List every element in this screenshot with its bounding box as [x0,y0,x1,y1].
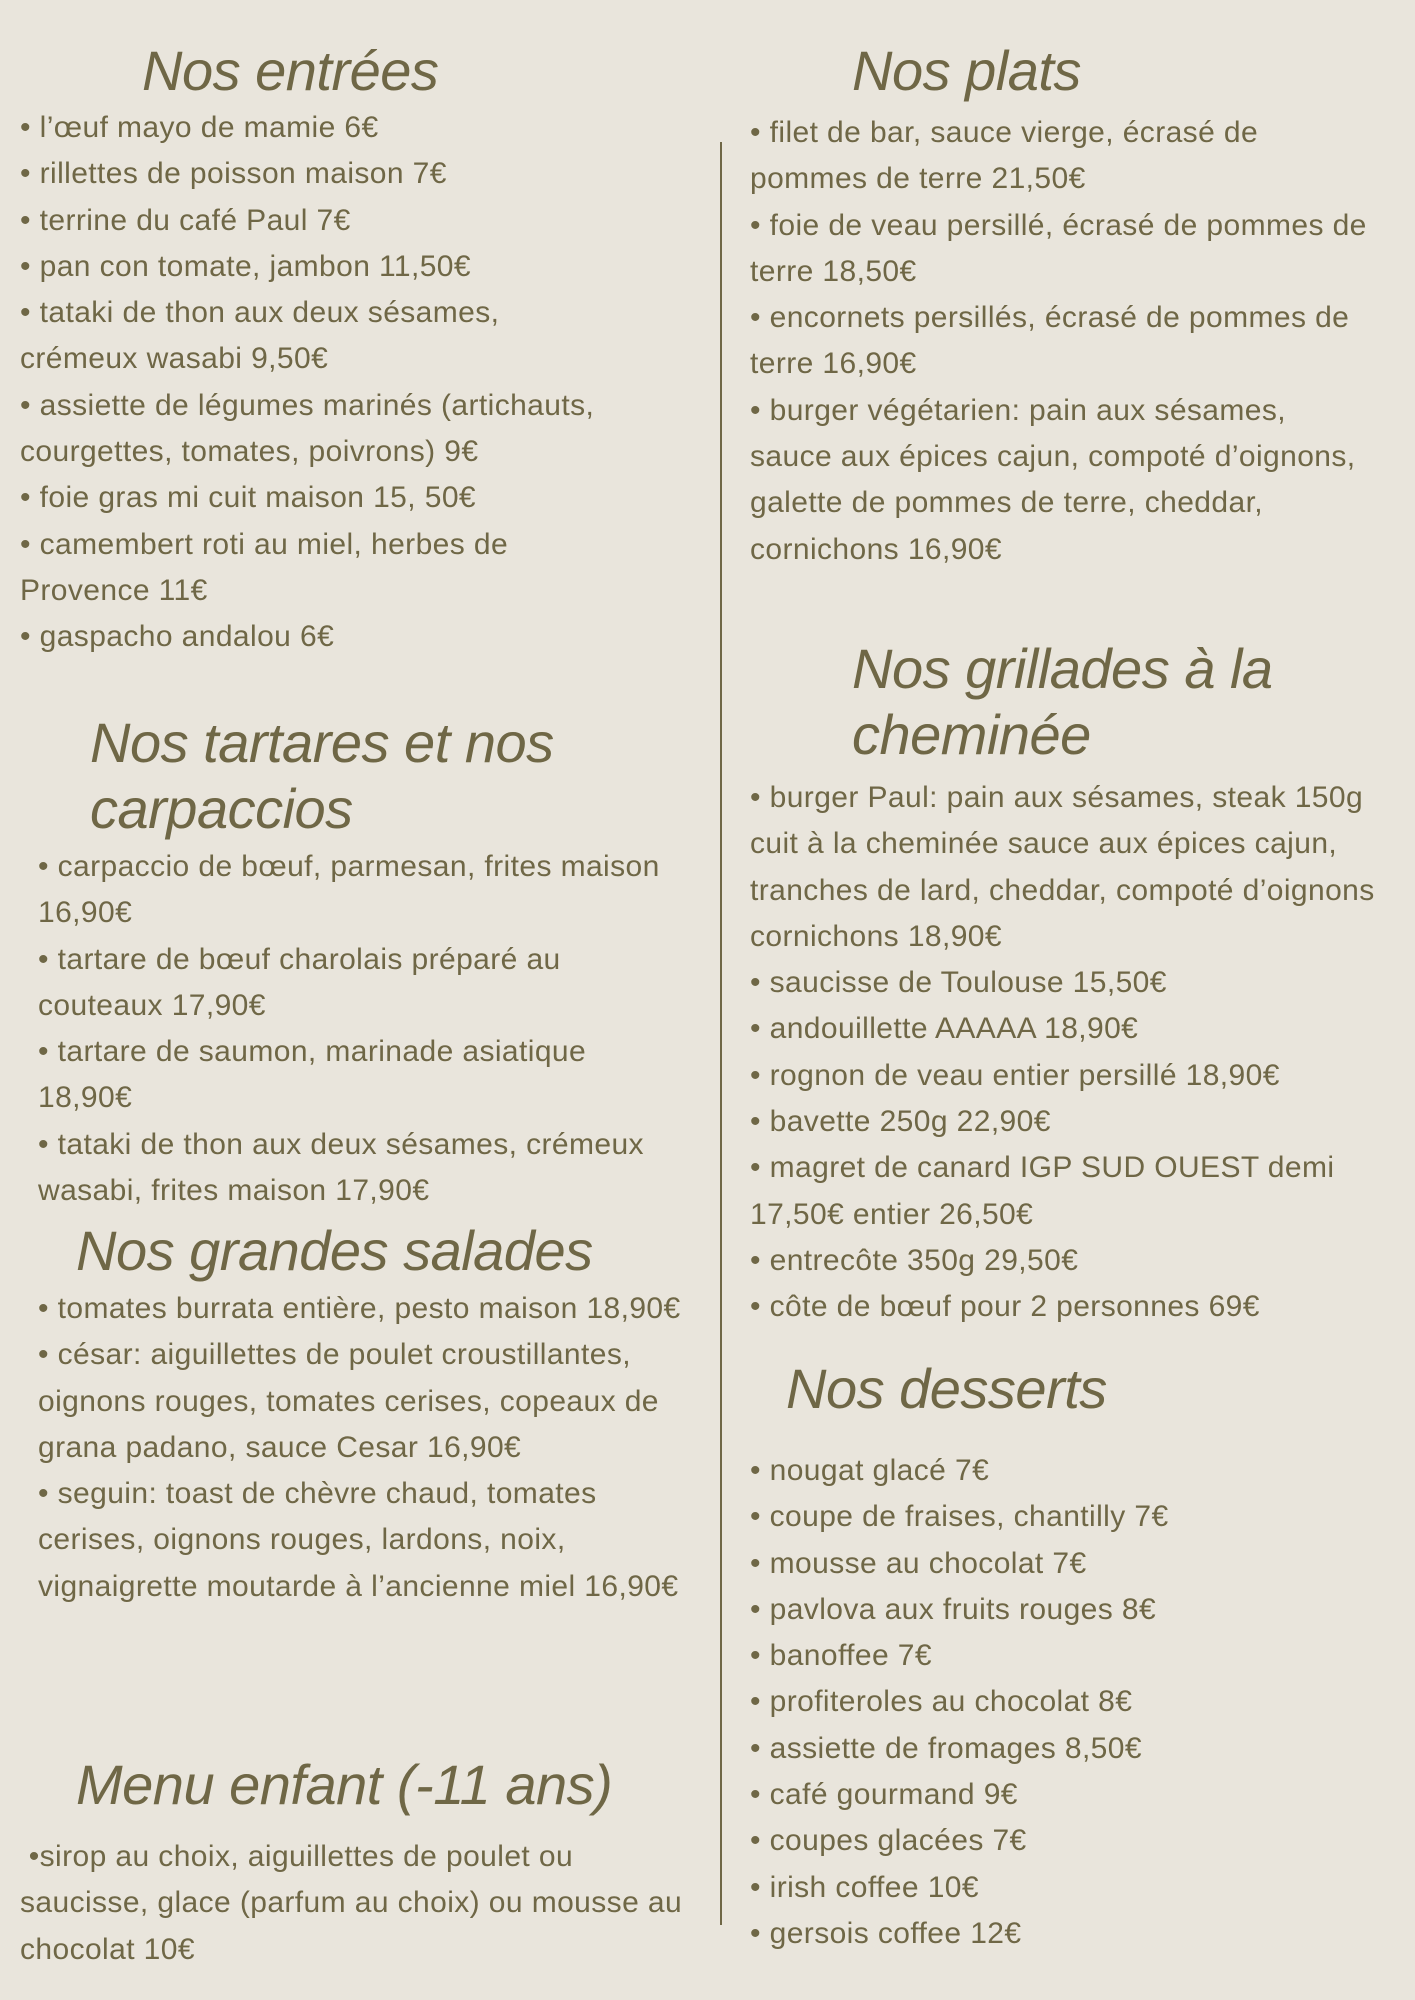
entrees-list [20,105,620,661]
list-item: • tartare de saumon, marinade asiatique 18,90€ [38,1029,678,1122]
section-title-tartares [90,710,554,842]
list-item: • entrecôte 350g 29,50€ [750,1238,1410,1284]
list-item: • sirop au choix, aiguillettes de poulet ou saucisse, glace (parfum au choix) ou mousse au chocolat 10€ [20,1834,690,1973]
enfant-list [20,1834,690,1973]
list-item: • côte de bœuf pour 2 personnes 69€ [750,1284,1410,1330]
list-item: • foie gras mi cuit maison 15, 50€ [20,475,620,521]
list-item: • pavlova aux fruits rouges 8€ [750,1587,1370,1633]
list-item: • tartare de bœuf charolais préparé au couteaux 17,90€ [38,937,678,1030]
list-item: • gersois coffee 12€ [750,1911,1370,1957]
list-item: • tomates burrata entière, pesto maison 18,90€ [38,1286,688,1332]
list-item: • rillettes de poisson maison 7€ [20,151,620,197]
list-item: • foie de veau persillé, écrasé de pommes de terre 18,50€ [750,203,1370,296]
list-item: • bavette 250g 22,90€ [750,1099,1410,1145]
list-item: • burger Paul: pain aux sésames, steak 150g cuit à la cheminée sauce aux épices cajun, tranches de lard, cheddar, compoté d’oignons cornichons 18,90€ [750,775,1410,960]
list-item: • camembert roti au miel, herbes de Provence 11€ [20,522,620,615]
list-item: • assiette de légumes marinés (artichauts, courgettes, tomates, poivrons) 9€ [20,383,620,476]
list-item: • assiette de fromages 8,50€ [750,1726,1370,1772]
list-item: • profiteroles au chocolat 8€ [750,1679,1370,1725]
section-title-line: cheminée [852,703,1091,766]
section-title-desserts: Nos desserts [786,1357,1107,1420]
list-item: • rognon de veau entier persillé 18,90€ [750,1053,1410,1099]
grillades-list [750,775,1410,1331]
desserts-list [750,1448,1370,1957]
list-item: • saucisse de Toulouse 15,50€ [750,960,1410,1006]
section-title-line: Nos tartares et nos [90,711,554,774]
section-title-line: carpaccios [90,777,353,840]
list-item: • coupe de fraises, chantilly 7€ [750,1494,1370,1540]
list-item: • gaspacho andalou 6€ [20,614,620,660]
column-divider [720,142,722,1925]
list-item: • filet de bar, sauce vierge, écrasé de pommes de terre 21,50€ [750,110,1370,203]
section-title-line: Nos grillades à la [852,637,1273,700]
section-title-entrees: Nos entrées [142,39,439,102]
list-item: • mousse au chocolat 7€ [750,1541,1370,1587]
list-item: • nougat glacé 7€ [750,1448,1370,1494]
list-item: • tataki de thon aux deux sésames, crémeux wasabi 9,50€ [20,290,620,383]
section-title-grillades [852,636,1273,768]
salades-list [38,1286,688,1610]
list-item: • seguin: toast de chèvre chaud, tomates cerises, oignons rouges, lardons, noix, vignaigrette moutarde à l’ancienne miel 16,90€ [38,1471,688,1610]
tartares-list [38,844,678,1214]
list-item: • carpaccio de bœuf, parmesan, frites maison 16,90€ [38,844,678,937]
list-item: • encornets persillés, écrasé de pommes de terre 16,90€ [750,295,1370,388]
list-item: • banoffee 7€ [750,1633,1370,1679]
list-item: • café gourmand 9€ [750,1772,1370,1818]
list-item: • andouillette AAAAA 18,90€ [750,1006,1410,1052]
list-item: • coupes glacées 7€ [750,1818,1370,1864]
list-item: • terrine du café Paul 7€ [20,198,620,244]
section-title-enfant: Menu enfant (-11 ans) [76,1753,613,1816]
list-item: • irish coffee 10€ [750,1865,1370,1911]
list-item: • burger végétarien: pain aux sésames, sauce aux épices cajun, compoté d’oignons, galette de pommes de terre, cheddar, cornichons 16,90€ [750,388,1370,573]
section-title-plats: Nos plats [852,39,1081,102]
list-item: • césar: aiguillettes de poulet croustillantes, oignons rouges, tomates cerises, copeaux de grana padano, sauce Cesar 16,90€ [38,1332,688,1471]
list-item: • magret de canard IGP SUD OUEST demi 17,50€ entier 26,50€ [750,1145,1410,1238]
section-title-salades: Nos grandes salades [76,1219,593,1282]
list-item: • tataki de thon aux deux sésames, crémeux wasabi, frites maison 17,90€ [38,1122,678,1215]
plats-list [750,110,1370,573]
list-item: • pan con tomate, jambon 11,50€ [20,244,620,290]
list-item: • l’œuf mayo de mamie 6€ [20,105,620,151]
